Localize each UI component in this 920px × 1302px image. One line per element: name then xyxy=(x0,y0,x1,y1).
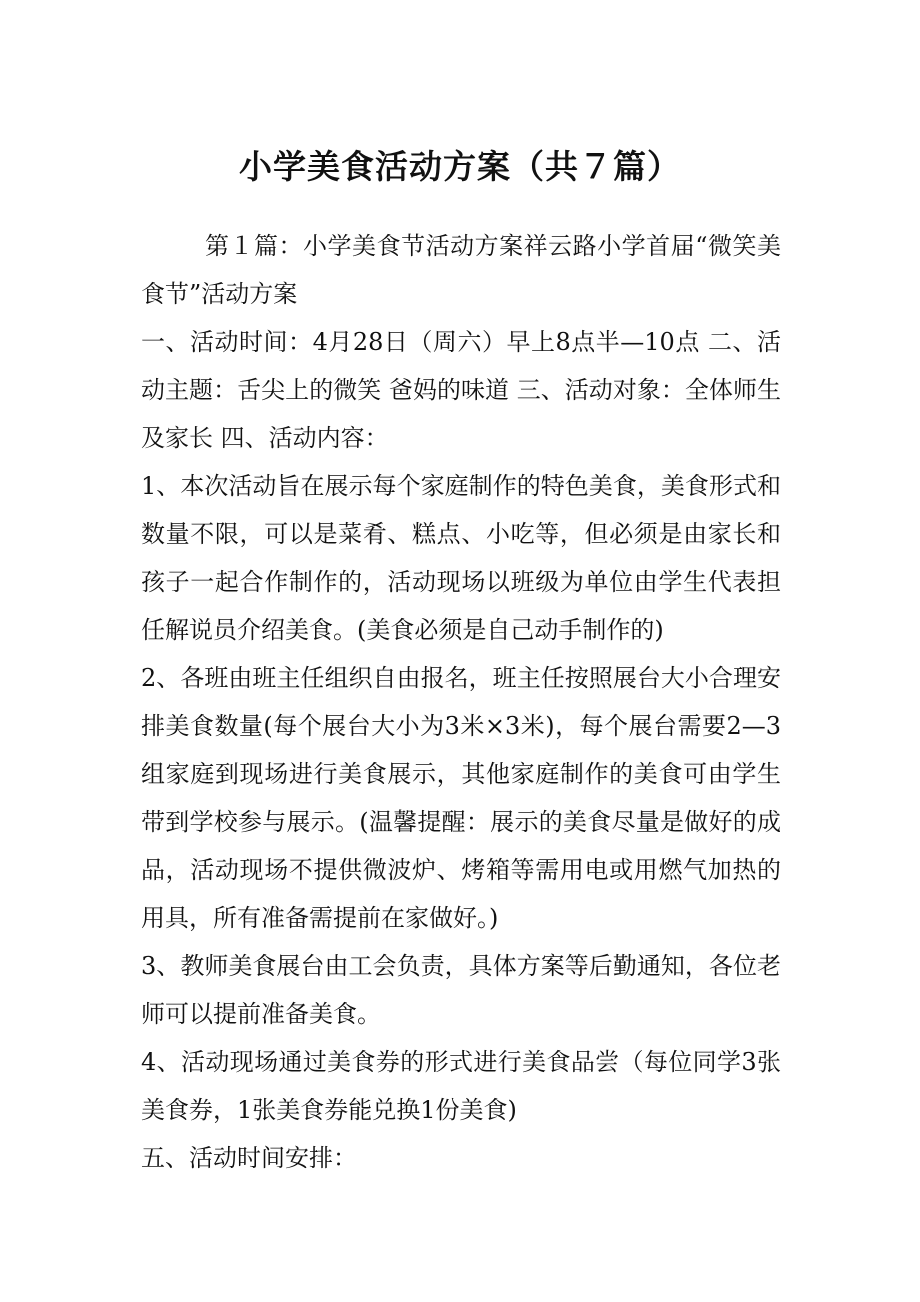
paragraph-item-3: 3、教师美食展台由工会负责，具体方案等后勤通知，各位老师可以提前准备美食。 xyxy=(141,952,781,1028)
document-title: 小学美食活动方案（共７篇） xyxy=(239,147,681,186)
paragraph-section-5-heading: 五、活动时间安排： xyxy=(141,1144,357,1172)
paragraph-item-2: 2、各班由班主任组织自由报名，班主任按照展台大小合理安排美食数量(每个展台大小为3米×3米)，每个展台需要2—3组家庭到现场进行美食展示，其他家庭制作的美食可由学生带到学校参与展示。(温馨提醒：展示的美食尽量是做好的成品，活动现场不提供微波炉、烤箱等需用电或用燃气加热的用具，所有准备需提前在家做好。) xyxy=(141,664,781,932)
paragraph-item-4: 4、活动现场通过美食券的形式进行美食品尝（每位同学3张美食券，1张美食券能兑换1份美食) xyxy=(141,1048,781,1124)
document-body xyxy=(141,222,781,1182)
paragraph-item-1: 1、本次活动旨在展示每个家庭制作的特色美食，美食形式和数量不限，可以是菜肴、糕点、小吃等，但必须是由家长和孩子一起合作制作的，活动现场以班级为单位由学生代表担任解说员介绍美食。(美食必须是自己动手制作的) xyxy=(141,472,781,644)
paragraph-activity-overview: 一、活动时间：4月28日（周六）早上8点半—10点 二、活动主题：舌尖上的微笑 爸妈的味道 三、活动对象：全体师生及家长 四、活动内容： xyxy=(141,328,781,452)
paragraph-chapter-heading: 第１篇：小学美食节活动方案祥云路小学首届“微笑美食节”活动方案 xyxy=(141,232,781,308)
